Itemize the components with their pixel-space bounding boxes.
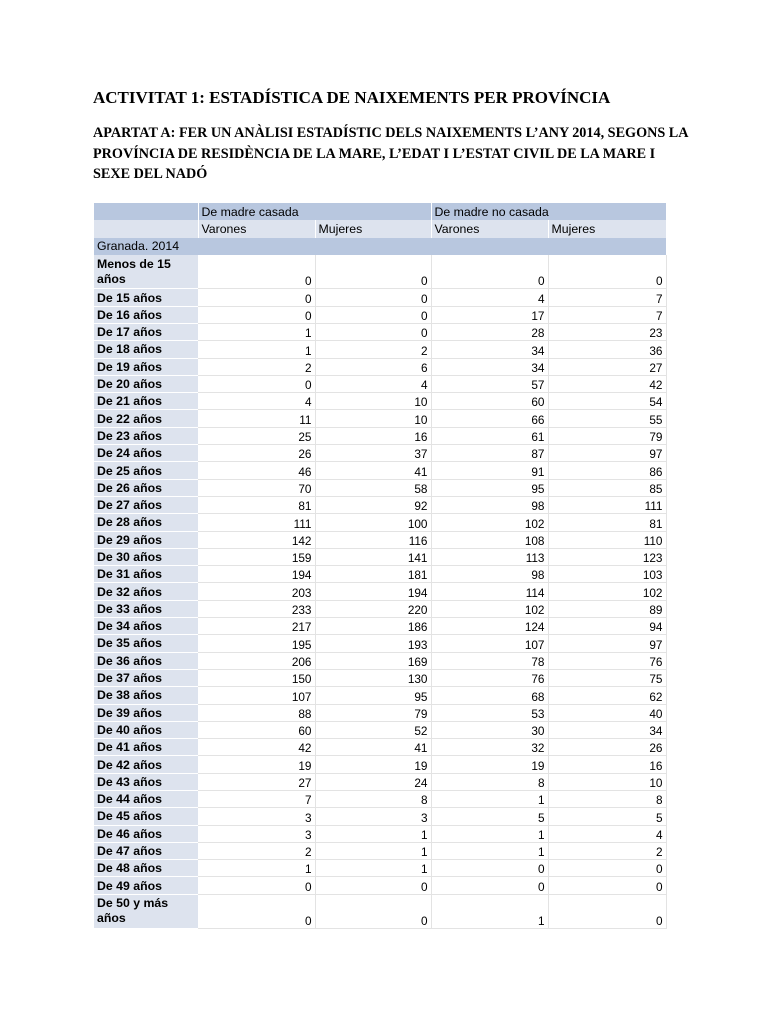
table-row <box>94 721 666 738</box>
cell-unmarried-males: 124 <box>431 618 548 635</box>
cell-unmarried-females: 10 <box>548 773 666 790</box>
cell-married-females: 92 <box>315 496 431 513</box>
row-label: Menos de 15 años <box>94 255 198 289</box>
document-subtitle: APARTAT A: FER UN ANÀLISI ESTADÍSTIC DELS NAIXEMENTS L’ANY 2014, SEGONS LA PROVÍNCIA DE RESIDÈNCIA DE LA MARE, L’EDAT I L’ESTAT CIVIL DE LA MARE I SEXE DEL NADÓ <box>93 125 688 182</box>
cell-married-males: 3 <box>198 808 315 825</box>
cell-unmarried-females: 4 <box>548 825 666 842</box>
table-row <box>94 756 666 773</box>
row-label: De 22 años <box>94 410 198 427</box>
table-row <box>94 548 666 565</box>
cell-unmarried-females: 36 <box>548 341 666 358</box>
row-label: De 23 años <box>94 427 198 444</box>
cell-married-females: 2 <box>315 341 431 358</box>
table-row <box>94 479 666 496</box>
cell-married-males: 2 <box>198 842 315 859</box>
cell-married-females: 6 <box>315 358 431 375</box>
table-row <box>94 410 666 427</box>
row-label: De 36 años <box>94 652 198 669</box>
row-label: De 31 años <box>94 566 198 583</box>
cell-married-females: 41 <box>315 739 431 756</box>
group-header-married: De madre casada <box>198 203 431 220</box>
row-label: De 17 años <box>94 323 198 340</box>
cell-married-females: 19 <box>315 756 431 773</box>
row-label: De 20 años <box>94 375 198 392</box>
table-row <box>94 341 666 358</box>
row-label: De 48 años <box>94 860 198 877</box>
births-table <box>94 203 667 929</box>
cell-unmarried-females: 34 <box>548 721 666 738</box>
table-row <box>94 687 666 704</box>
cell-married-males: 194 <box>198 566 315 583</box>
group-header-unmarried: De madre no casada <box>431 203 666 220</box>
cell-married-females: 130 <box>315 669 431 686</box>
document-title: ACTIVITAT 1: ESTADÍSTICA DE NAIXEMENTS PER PROVÍNCIA <box>93 88 611 107</box>
section-row <box>94 238 666 255</box>
cell-unmarried-males: 0 <box>431 255 548 289</box>
cell-married-females: 1 <box>315 860 431 877</box>
cell-married-females: 1 <box>315 842 431 859</box>
row-label: De 49 años <box>94 877 198 894</box>
cell-married-females: 10 <box>315 393 431 410</box>
table-row <box>94 669 666 686</box>
cell-married-males: 25 <box>198 427 315 444</box>
cell-unmarried-males: 1 <box>431 791 548 808</box>
cell-married-males: 195 <box>198 635 315 652</box>
cell-unmarried-females: 76 <box>548 652 666 669</box>
table-row <box>94 825 666 842</box>
cell-married-males: 1 <box>198 323 315 340</box>
cell-unmarried-females: 79 <box>548 427 666 444</box>
cell-unmarried-females: 16 <box>548 756 666 773</box>
cell-married-females: 220 <box>315 600 431 617</box>
cell-unmarried-females: 7 <box>548 289 666 306</box>
cell-unmarried-females: 42 <box>548 375 666 392</box>
row-label: De 46 años <box>94 825 198 842</box>
table-row <box>94 894 666 928</box>
sub-header-unmarried-females: Mujeres <box>548 220 666 237</box>
cell-married-males: 233 <box>198 600 315 617</box>
table-sub-header-row <box>94 220 666 237</box>
cell-unmarried-males: 98 <box>431 566 548 583</box>
cell-married-males: 42 <box>198 739 315 756</box>
cell-unmarried-males: 114 <box>431 583 548 600</box>
cell-unmarried-males: 32 <box>431 739 548 756</box>
row-label: De 37 años <box>94 669 198 686</box>
row-label: De 43 años <box>94 773 198 790</box>
cell-married-females: 95 <box>315 687 431 704</box>
row-label: De 32 años <box>94 583 198 600</box>
cell-unmarried-males: 57 <box>431 375 548 392</box>
cell-unmarried-males: 91 <box>431 462 548 479</box>
cell-married-males: 26 <box>198 445 315 462</box>
sub-header-empty <box>94 220 198 237</box>
cell-unmarried-females: 0 <box>548 894 666 928</box>
cell-married-males: 4 <box>198 393 315 410</box>
row-label: De 47 años <box>94 842 198 859</box>
cell-married-males: 0 <box>198 289 315 306</box>
sub-header-married-females: Mujeres <box>315 220 431 237</box>
cell-married-males: 0 <box>198 306 315 323</box>
cell-married-females: 0 <box>315 289 431 306</box>
cell-unmarried-males: 113 <box>431 548 548 565</box>
cell-unmarried-males: 78 <box>431 652 548 669</box>
cell-unmarried-males: 1 <box>431 894 548 928</box>
table-row <box>94 427 666 444</box>
row-label: De 28 años <box>94 514 198 531</box>
cell-unmarried-males: 1 <box>431 842 548 859</box>
cell-married-females: 16 <box>315 427 431 444</box>
cell-married-males: 3 <box>198 825 315 842</box>
cell-married-females: 193 <box>315 635 431 652</box>
cell-unmarried-females: 7 <box>548 306 666 323</box>
cell-married-males: 7 <box>198 791 315 808</box>
table-row <box>94 323 666 340</box>
row-label: De 19 años <box>94 358 198 375</box>
cell-unmarried-males: 19 <box>431 756 548 773</box>
cell-unmarried-males: 5 <box>431 808 548 825</box>
row-label: De 38 años <box>94 687 198 704</box>
cell-married-males: 46 <box>198 462 315 479</box>
cell-unmarried-females: 97 <box>548 635 666 652</box>
cell-unmarried-females: 123 <box>548 548 666 565</box>
cell-married-females: 116 <box>315 531 431 548</box>
cell-unmarried-males: 102 <box>431 514 548 531</box>
row-label: De 34 años <box>94 618 198 635</box>
cell-unmarried-males: 17 <box>431 306 548 323</box>
cell-unmarried-females: 86 <box>548 462 666 479</box>
cell-married-males: 203 <box>198 583 315 600</box>
table-row <box>94 375 666 392</box>
cell-unmarried-males: 95 <box>431 479 548 496</box>
sub-header-married-males: Varones <box>198 220 315 237</box>
table-row <box>94 289 666 306</box>
cell-unmarried-males: 68 <box>431 687 548 704</box>
cell-unmarried-males: 28 <box>431 323 548 340</box>
cell-unmarried-females: 94 <box>548 618 666 635</box>
cell-married-females: 0 <box>315 877 431 894</box>
table-row <box>94 877 666 894</box>
cell-married-males: 111 <box>198 514 315 531</box>
cell-unmarried-females: 111 <box>548 496 666 513</box>
cell-married-males: 19 <box>198 756 315 773</box>
table-row <box>94 393 666 410</box>
cell-unmarried-males: 4 <box>431 289 548 306</box>
cell-unmarried-males: 0 <box>431 860 548 877</box>
table-row <box>94 462 666 479</box>
row-label: De 45 años <box>94 808 198 825</box>
table-row <box>94 791 666 808</box>
cell-unmarried-males: 102 <box>431 600 548 617</box>
cell-unmarried-males: 34 <box>431 358 548 375</box>
cell-married-males: 27 <box>198 773 315 790</box>
cell-unmarried-males: 76 <box>431 669 548 686</box>
cell-unmarried-males: 61 <box>431 427 548 444</box>
row-label: De 18 años <box>94 341 198 358</box>
cell-unmarried-females: 55 <box>548 410 666 427</box>
cell-unmarried-males: 60 <box>431 393 548 410</box>
cell-married-males: 0 <box>198 375 315 392</box>
cell-unmarried-males: 108 <box>431 531 548 548</box>
table-row <box>94 618 666 635</box>
cell-unmarried-females: 2 <box>548 842 666 859</box>
cell-unmarried-females: 62 <box>548 687 666 704</box>
cell-unmarried-males: 30 <box>431 721 548 738</box>
cell-married-females: 0 <box>315 255 431 289</box>
cell-married-males: 0 <box>198 877 315 894</box>
cell-unmarried-females: 8 <box>548 791 666 808</box>
cell-married-females: 186 <box>315 618 431 635</box>
cell-unmarried-females: 40 <box>548 704 666 721</box>
cell-unmarried-males: 53 <box>431 704 548 721</box>
cell-married-females: 10 <box>315 410 431 427</box>
row-label: De 50 y más años <box>94 894 198 928</box>
table-row <box>94 600 666 617</box>
row-label: De 24 años <box>94 445 198 462</box>
cell-married-females: 52 <box>315 721 431 738</box>
cell-unmarried-females: 27 <box>548 358 666 375</box>
cell-married-males: 88 <box>198 704 315 721</box>
cell-married-males: 1 <box>198 341 315 358</box>
cell-married-females: 8 <box>315 791 431 808</box>
cell-married-females: 58 <box>315 479 431 496</box>
cell-unmarried-females: 54 <box>548 393 666 410</box>
table-row <box>94 255 666 289</box>
cell-married-females: 100 <box>315 514 431 531</box>
row-label: De 15 años <box>94 289 198 306</box>
row-label: De 16 años <box>94 306 198 323</box>
cell-unmarried-females: 26 <box>548 739 666 756</box>
table-row <box>94 652 666 669</box>
cell-married-males: 217 <box>198 618 315 635</box>
table-row <box>94 496 666 513</box>
cell-married-females: 0 <box>315 894 431 928</box>
cell-married-males: 150 <box>198 669 315 686</box>
cell-married-males: 206 <box>198 652 315 669</box>
cell-unmarried-males: 87 <box>431 445 548 462</box>
cell-married-males: 81 <box>198 496 315 513</box>
cell-married-males: 1 <box>198 860 315 877</box>
row-label: De 44 años <box>94 791 198 808</box>
cell-married-males: 0 <box>198 894 315 928</box>
cell-unmarried-females: 97 <box>548 445 666 462</box>
row-label: De 40 años <box>94 721 198 738</box>
sub-header-unmarried-males: Varones <box>431 220 548 237</box>
cell-married-females: 4 <box>315 375 431 392</box>
cell-unmarried-females: 75 <box>548 669 666 686</box>
cell-unmarried-females: 0 <box>548 877 666 894</box>
cell-unmarried-males: 34 <box>431 341 548 358</box>
cell-unmarried-males: 0 <box>431 877 548 894</box>
cell-unmarried-males: 66 <box>431 410 548 427</box>
table-row <box>94 583 666 600</box>
cell-married-females: 24 <box>315 773 431 790</box>
section-label: Granada. 2014 <box>94 238 666 255</box>
cell-married-males: 2 <box>198 358 315 375</box>
table-body <box>94 255 666 928</box>
cell-married-females: 0 <box>315 306 431 323</box>
cell-married-females: 37 <box>315 445 431 462</box>
cell-unmarried-females: 23 <box>548 323 666 340</box>
table-row <box>94 704 666 721</box>
cell-married-males: 11 <box>198 410 315 427</box>
row-label: De 21 años <box>94 393 198 410</box>
table-row <box>94 358 666 375</box>
table-row <box>94 445 666 462</box>
table-row <box>94 739 666 756</box>
cell-married-females: 1 <box>315 825 431 842</box>
row-label: De 33 años <box>94 600 198 617</box>
table-row <box>94 860 666 877</box>
cell-unmarried-females: 81 <box>548 514 666 531</box>
row-label: De 26 años <box>94 479 198 496</box>
table-row <box>94 566 666 583</box>
cell-married-females: 169 <box>315 652 431 669</box>
cell-unmarried-females: 89 <box>548 600 666 617</box>
cell-married-males: 60 <box>198 721 315 738</box>
row-label: De 27 años <box>94 496 198 513</box>
row-label: De 25 años <box>94 462 198 479</box>
cell-unmarried-females: 102 <box>548 583 666 600</box>
table-row <box>94 773 666 790</box>
cell-unmarried-females: 85 <box>548 479 666 496</box>
cell-married-females: 41 <box>315 462 431 479</box>
cell-married-females: 194 <box>315 583 431 600</box>
cell-unmarried-females: 0 <box>548 860 666 877</box>
cell-unmarried-males: 107 <box>431 635 548 652</box>
row-label: De 39 años <box>94 704 198 721</box>
row-label: De 41 años <box>94 739 198 756</box>
cell-unmarried-females: 0 <box>548 255 666 289</box>
cell-unmarried-males: 1 <box>431 825 548 842</box>
cell-unmarried-males: 8 <box>431 773 548 790</box>
cell-unmarried-females: 110 <box>548 531 666 548</box>
table-row <box>94 531 666 548</box>
cell-married-males: 107 <box>198 687 315 704</box>
row-label: De 42 años <box>94 756 198 773</box>
cell-married-females: 3 <box>315 808 431 825</box>
table-row <box>94 635 666 652</box>
row-label: De 35 años <box>94 635 198 652</box>
table-row <box>94 808 666 825</box>
cell-married-males: 159 <box>198 548 315 565</box>
cell-married-males: 0 <box>198 255 315 289</box>
cell-married-females: 181 <box>315 566 431 583</box>
cell-married-males: 142 <box>198 531 315 548</box>
cell-married-females: 79 <box>315 704 431 721</box>
row-label: De 30 años <box>94 548 198 565</box>
cell-unmarried-males: 98 <box>431 496 548 513</box>
table-row <box>94 514 666 531</box>
cell-unmarried-females: 5 <box>548 808 666 825</box>
cell-married-females: 0 <box>315 323 431 340</box>
group-header-empty <box>94 203 198 220</box>
cell-unmarried-females: 103 <box>548 566 666 583</box>
cell-married-males: 70 <box>198 479 315 496</box>
table-row <box>94 306 666 323</box>
row-label: De 29 años <box>94 531 198 548</box>
table-group-header-row <box>94 203 666 220</box>
cell-married-females: 141 <box>315 548 431 565</box>
table-row <box>94 842 666 859</box>
